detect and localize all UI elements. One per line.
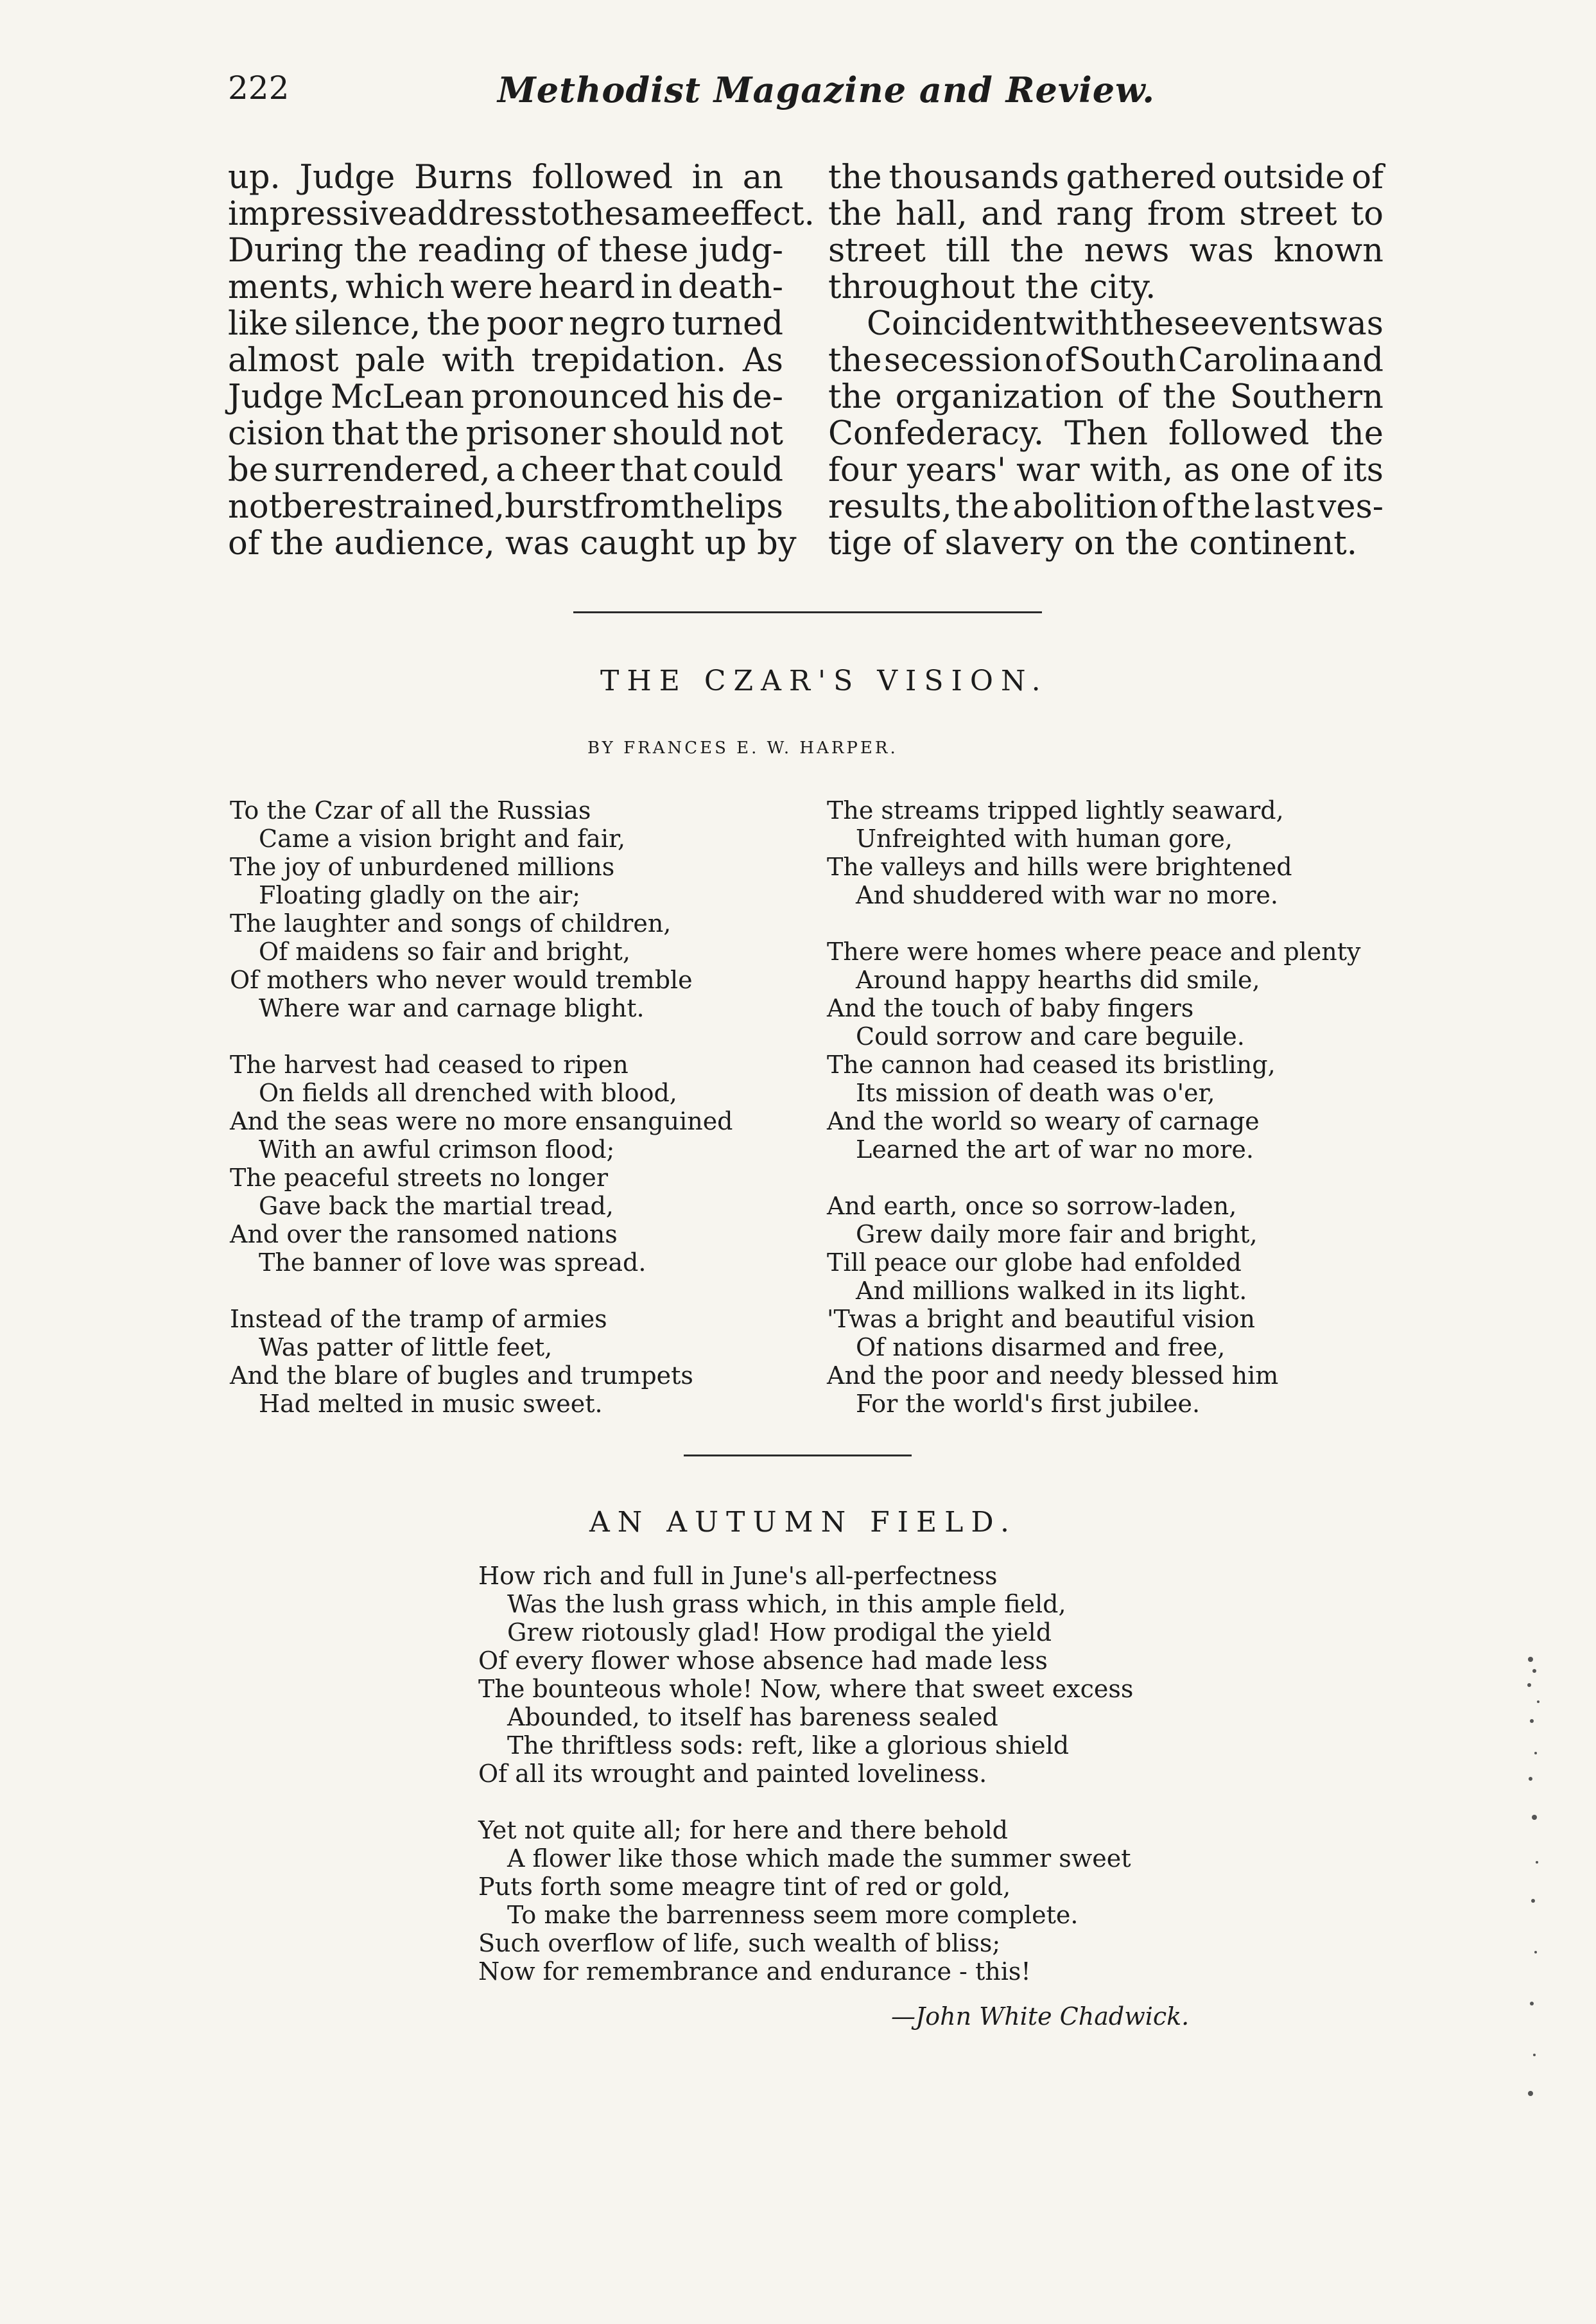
verse-line: The peaceful streets no longer	[230, 1164, 609, 1192]
verse-line: Of every flower whose absence had made less	[478, 1647, 1048, 1675]
verse-line: The bounteous whole! Now, where that sweet excess	[478, 1675, 1134, 1703]
prose-line: be surrendered, a cheer that could	[228, 451, 783, 489]
verse-line: Came a vision bright and fair,	[259, 825, 626, 853]
verse-line: And millions walked in its light.	[856, 1277, 1247, 1305]
verse-line: The laughter and songs of children,	[230, 909, 672, 938]
prose-line: Confederacy. Then followed the	[828, 415, 1383, 453]
verse-line: Unfreighted with human gore,	[856, 825, 1233, 853]
verse-line: And shuddered with war no more.	[856, 881, 1278, 909]
verse-line: Around happy hearths did smile,	[856, 966, 1260, 994]
prose-line: Judge McLean pronounced his de-	[228, 378, 783, 416]
stanza	[478, 1562, 1249, 1788]
verse-line: Puts forth some meagre tint of red or gold,	[478, 1873, 1011, 1901]
prose-line: of the audience, was caught up by	[228, 525, 797, 563]
stanza	[827, 796, 1392, 909]
prose-line: not be restrained, burst from the lips	[228, 488, 783, 526]
prose-line: impressive address to the same effect.	[228, 195, 815, 233]
verse-line: Was patter of little feet,	[259, 1333, 553, 1361]
page-number: 222	[228, 69, 290, 107]
verse-line: On fields all drenched with blood,	[259, 1079, 677, 1107]
prose-line: cision that the prisoner should not	[228, 415, 783, 453]
prose-left-column	[228, 159, 815, 563]
stanza	[230, 1305, 795, 1418]
prose-line: results, the abolition of the last ves-	[828, 488, 1383, 526]
verse-line: And the blare of bugles and trumpets	[230, 1361, 693, 1390]
verse-line: Such overflow of life, such wealth of bliss;	[478, 1929, 1001, 1957]
poem-right-column	[827, 796, 1392, 1446]
prose-line: four years' war with, as one of its	[828, 451, 1383, 489]
prose-line: the thousands gathered outside of	[828, 159, 1383, 197]
verse-line: Floating gladly on the air;	[259, 881, 581, 909]
verse-line: The valleys and hills were brightened	[827, 853, 1292, 881]
verse-line: Abounded, to itself has bareness sealed	[507, 1703, 998, 1731]
verse-line: Could sorrow and care beguile.	[856, 1022, 1245, 1051]
verse-line: There were homes where peace and plenty	[827, 938, 1361, 966]
section-divider	[684, 1455, 912, 1456]
verse-line: To the Czar of all the Russias	[230, 796, 591, 825]
verse-line: Its mission of death was o'er,	[856, 1079, 1215, 1107]
poem-byline: BY FRANCES E. W. HARPER.	[587, 738, 898, 758]
verse-line: Instead of the tramp of armies	[230, 1305, 607, 1333]
verse-line: Grew daily more fair and bright,	[856, 1220, 1258, 1248]
verse-line: Till peace our globe had enfolded	[827, 1248, 1242, 1277]
verse-line: With an awful crimson flood;	[259, 1135, 615, 1164]
verse-line: Of nations disarmed and free,	[856, 1333, 1226, 1361]
verse-line: A flower like those which made the summer sweet	[507, 1844, 1131, 1873]
poem-title-czars-vision: THE CZAR'S VISION.	[600, 665, 1048, 697]
verse-line: Grew riotously glad! How prodigal the yield	[507, 1618, 1052, 1647]
verse-line: Of mothers who never would tremble	[230, 966, 693, 994]
verse-line: And earth, once so sorrow-laden,	[827, 1192, 1237, 1220]
prose-line: During the reading of these judg-	[228, 232, 783, 270]
stanza	[230, 1051, 795, 1277]
stanza	[827, 1192, 1392, 1418]
verse-line: And the touch of baby fingers	[827, 994, 1194, 1022]
prose-right-column	[828, 159, 1383, 562]
verse-line: And the poor and needy blessed him	[827, 1361, 1279, 1390]
verse-line: The banner of love was spread.	[259, 1248, 646, 1277]
verse-line: Had melted in music sweet.	[259, 1390, 603, 1418]
verse-line: Of all its wrought and painted loveliness.	[478, 1760, 987, 1788]
prose-line: the secession of South Carolina and	[828, 342, 1383, 380]
margin-scan-marks	[1515, 1618, 1554, 2132]
verse-line: Of maidens so fair and bright,	[259, 938, 630, 966]
verse-line: How rich and full in June's all-perfectness	[478, 1562, 998, 1590]
verse-line: The cannon had ceased its bristling,	[827, 1051, 1276, 1079]
prose-line: like silence, the poor negro turned	[228, 305, 783, 343]
prose-line: tige of slavery on the continent.	[828, 525, 1357, 563]
verse-line: 'Twas a bright and beautiful vision	[827, 1305, 1256, 1333]
stanza	[478, 1816, 1249, 1986]
prose-line: the hall, and rang from street to	[828, 195, 1383, 233]
prose-line: street till the news was known	[828, 232, 1383, 270]
verse-line: Gave back the martial tread,	[259, 1192, 614, 1220]
verse-line: The thriftless sods: reft, like a glorious shield	[507, 1731, 1070, 1760]
verse-line: Now for remembrance and endurance - this!	[478, 1957, 1031, 1986]
verse-line: The joy of unburdened millions	[230, 853, 615, 881]
verse-line: To make the barrenness seem more complete.	[507, 1901, 1079, 1929]
verse-line: And the world so weary of carnage	[827, 1107, 1260, 1135]
verse-line: The streams tripped lightly seaward,	[827, 796, 1284, 825]
poem-autumn-field	[478, 1562, 1249, 2014]
prose-line: ments, which were heard in death-	[228, 268, 783, 306]
poem-attribution: —John White Chadwick.	[891, 2002, 1190, 2031]
verse-line: And the seas were no more ensanguined	[230, 1107, 733, 1135]
stanza	[230, 796, 795, 1022]
verse-line: And over the ransomed nations	[230, 1220, 618, 1248]
prose-line: the organization of the Southern	[828, 378, 1383, 416]
verse-line: For the world's first jubilee.	[856, 1390, 1201, 1418]
running-title: Methodist Magazine and Review.	[498, 69, 1156, 110]
verse-line: Was the lush grass which, in this ample field,	[507, 1590, 1066, 1618]
prose-line: almost pale with trepidation. As	[228, 342, 783, 380]
prose-line: up. Judge Burns followed in an	[228, 159, 783, 197]
verse-line: Where war and carnage blight.	[259, 994, 645, 1022]
verse-line: The harvest had ceased to ripen	[230, 1051, 629, 1079]
prose-line: throughout the city.	[828, 268, 1156, 306]
stanza	[827, 938, 1392, 1164]
prose-line: Coincident with these events was	[867, 305, 1383, 343]
poem-title-autumn-field: AN AUTUMN FIELD.	[589, 1506, 1018, 1539]
poem-left-column	[230, 796, 795, 1446]
verse-line: Yet not quite all; for here and there behold	[478, 1816, 1008, 1844]
section-divider	[573, 611, 1042, 613]
verse-line: Learned the art of war no more.	[856, 1135, 1254, 1164]
